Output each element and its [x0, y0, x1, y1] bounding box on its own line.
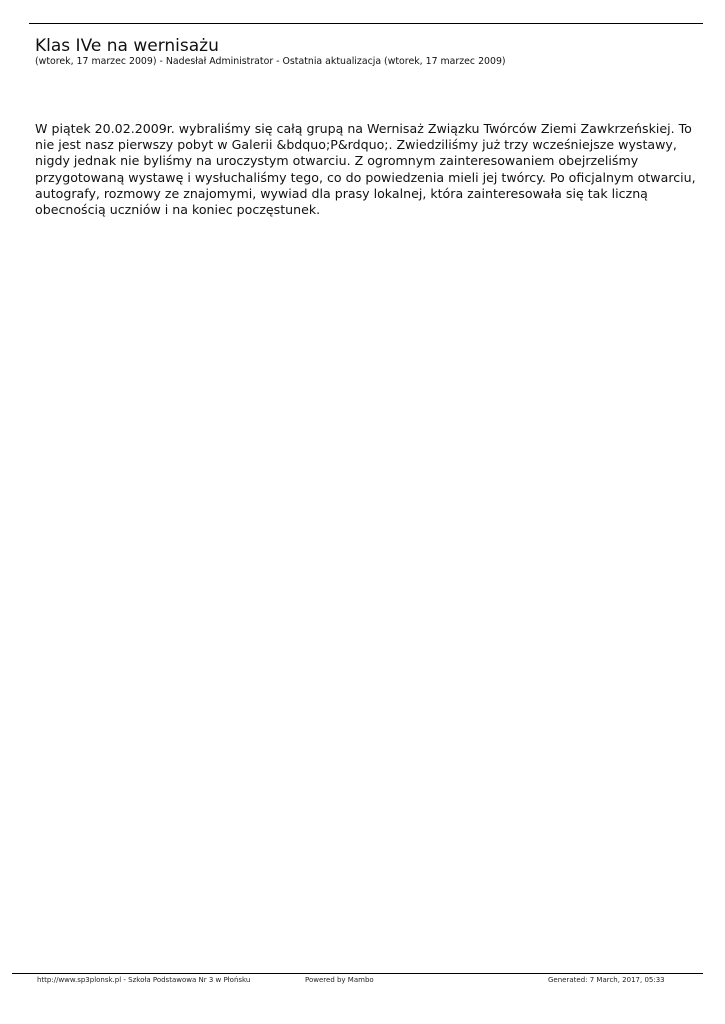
footer-generated: Generated: 7 March, 2017, 05:33: [548, 976, 665, 984]
article-body-line: autografy, rozmowy ze znajomymi, wywiad dla prasy lokalnej, która zainteresowała się tak liczną: [35, 185, 648, 201]
article-title: Klas IVe na wernisażu: [35, 36, 219, 56]
article-body-line: nie jest nasz pierwszy pobyt w Galerii &bdquo;P&rdquo;. Zwiedziliśmy już trzy wcześniejsze wystawy,: [35, 137, 677, 153]
article-meta: (wtorek, 17 marzec 2009) - Nadesłał Administrator - Ostatnia aktualizacja (wtorek, 17 marzec 2009): [35, 56, 506, 67]
footer-source: http://www.sp3plonsk.pl - Szkoła Podstawowa Nr 3 w Płońsku: [37, 976, 251, 984]
article-body-line: nigdy jednak nie byliśmy na uroczystym otwarciu. Z ogromnym zainteresowaniem obejrzeliśmy: [35, 153, 639, 169]
article-body-line: W piątek 20.02.2009r. wybraliśmy się całą grupą na Wernisaż Związku Twórców Ziemi Zawkrzeńskiej. To: [35, 121, 692, 136]
article-body: [35, 121, 695, 218]
top-divider: [29, 23, 703, 24]
footer-powered-by: Powered by Mambo: [305, 976, 374, 984]
article-body-line: przygotowaną wystawę i wysłuchaliśmy tego, co do powiedzenia mieli jej twórcy. Po oficjalnym otwarciu,: [35, 169, 696, 185]
article-body-line: obecnością uczniów i na koniec poczęstunek.: [35, 202, 321, 218]
bottom-divider: [12, 973, 703, 974]
